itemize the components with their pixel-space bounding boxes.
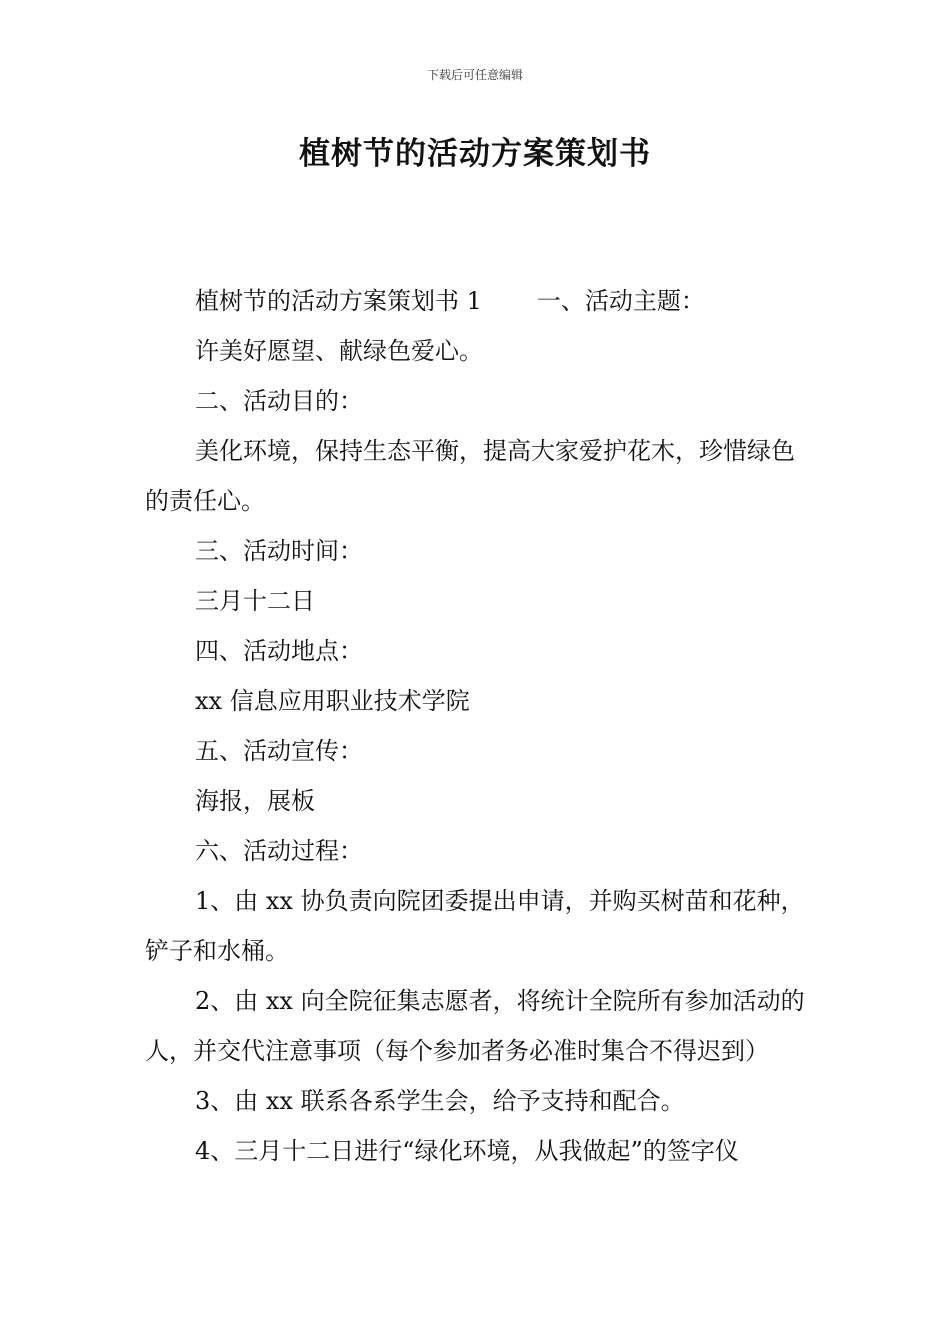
paragraph: 4、三月十二日进行“绿化环境，从我做起”的签字仪 bbox=[195, 1137, 739, 1165]
section-heading: 四、活动地点： bbox=[195, 637, 363, 665]
paragraph: 三月十二日 bbox=[195, 587, 315, 615]
document-title: 植树节的活动方案策划书 bbox=[299, 136, 651, 172]
paragraph: xx 信息应用职业技术学院 bbox=[195, 687, 470, 715]
paragraph: 美化环境，保持生态平衡，提高大家爱护花木，珍惜绿色的责任心。 bbox=[145, 437, 795, 515]
paragraph-intro bbox=[145, 276, 815, 326]
paragraph: 许美好愿望、献绿色爱心。 bbox=[195, 337, 483, 365]
paragraph: 2、由 xx 向全院征集志愿者，将统计全院所有参加活动的人，并交代注意事项（每个参加者务必准时集合不得迟到） bbox=[145, 987, 805, 1065]
section-heading: 五、活动宣传： bbox=[195, 737, 363, 765]
paragraph: 1、由 xx 协负责向院团委提出申请，并购买树苗和花种，铲子和水桶。 bbox=[145, 887, 805, 965]
section-heading: 六、活动过程： bbox=[195, 837, 363, 865]
intro-title-text: 植树节的活动方案策划书 1 bbox=[195, 287, 482, 315]
header-note: 下载后可任意编辑 bbox=[426, 68, 523, 82]
section-heading: 二、活动目的： bbox=[195, 387, 363, 415]
paragraph: 3、由 xx 联系各系学生会，给予支持和配合。 bbox=[195, 1087, 685, 1115]
document-body bbox=[145, 276, 815, 1176]
paragraph: 海报，展板 bbox=[195, 787, 315, 815]
section-heading: 三、活动时间： bbox=[195, 537, 363, 565]
section-heading-theme: 一、活动主题： bbox=[536, 287, 705, 315]
